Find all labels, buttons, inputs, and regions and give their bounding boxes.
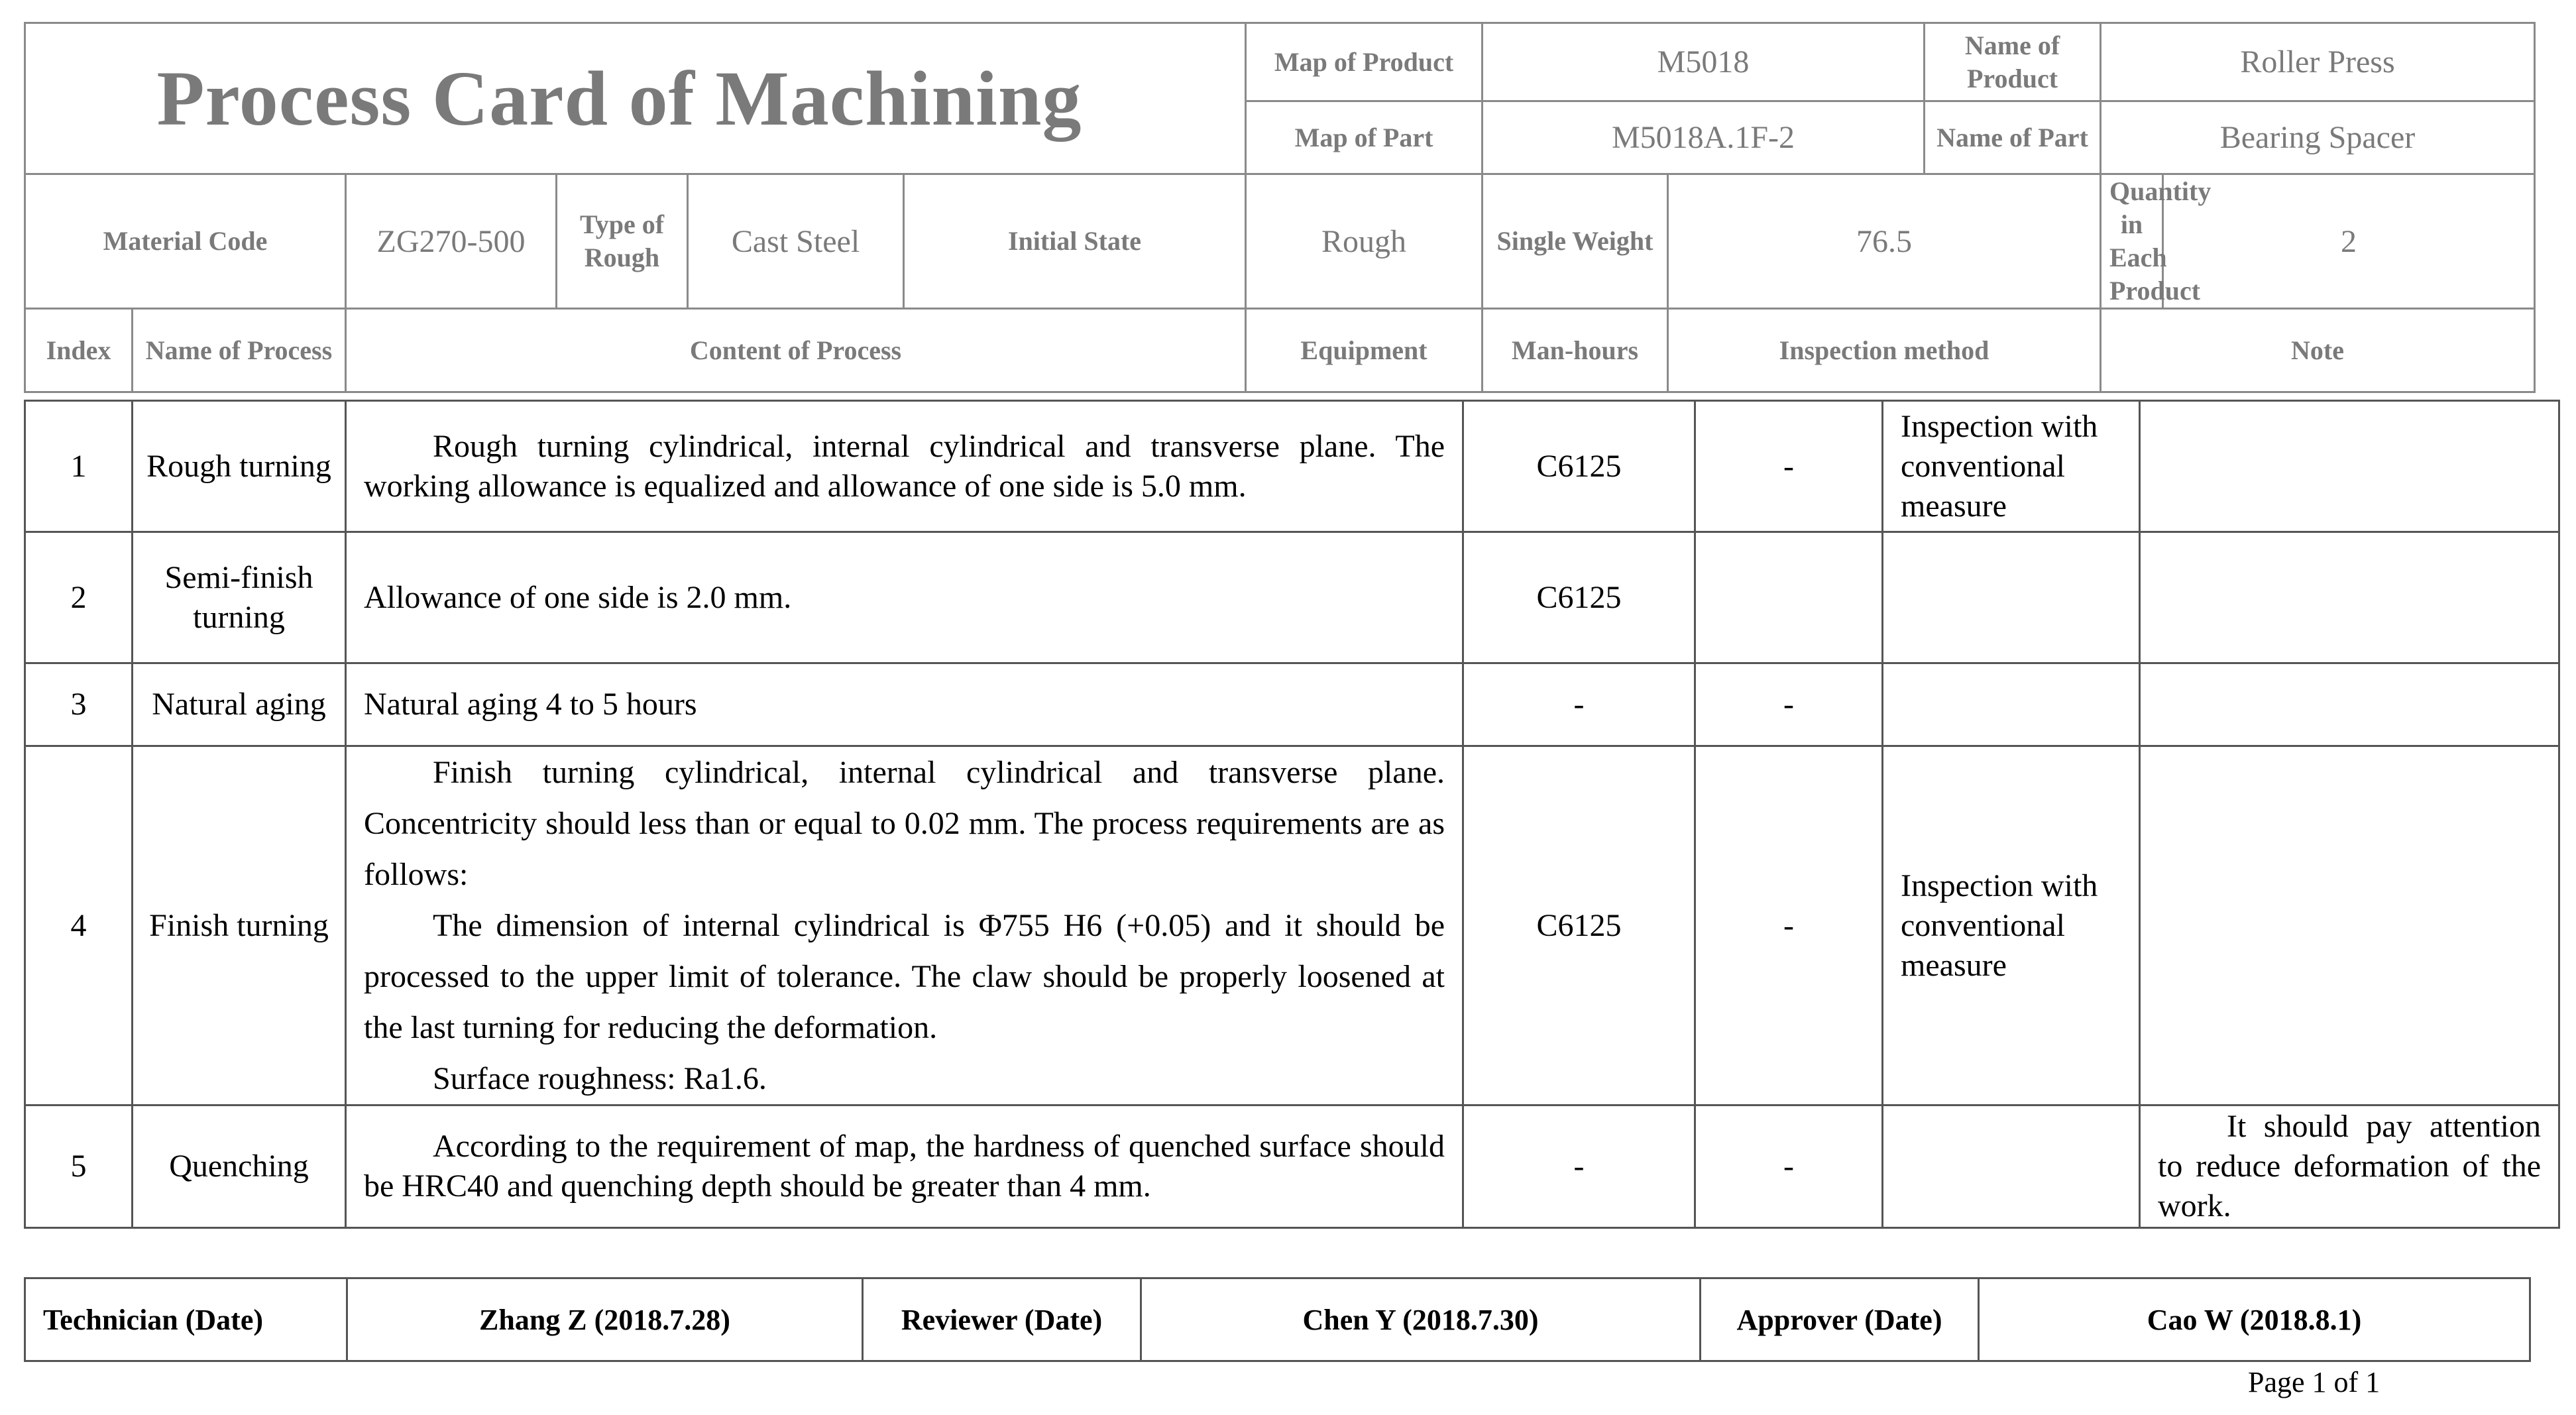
map-of-part-value: M5018A.1F-2	[1483, 101, 1925, 174]
row-man-hours: -	[1695, 746, 1883, 1105]
row-note	[2140, 1105, 2559, 1228]
row-inspection	[1883, 1105, 2140, 1228]
technician-value: Zhang Z (2018.7.28)	[347, 1278, 863, 1361]
inspection-text: Inspection with conventional measure	[1901, 408, 2098, 524]
col-index: Index	[25, 309, 133, 392]
row-index: 3	[25, 663, 133, 746]
row-process-name: Quenching	[133, 1105, 346, 1228]
row-man-hours: -	[1695, 663, 1883, 746]
row-content	[346, 532, 1463, 663]
row-inspection	[1883, 401, 2140, 532]
approver-value: Cao W (2018.8.1)	[1979, 1278, 2530, 1361]
row-equipment: -	[1463, 1105, 1695, 1228]
row-equipment: -	[1463, 663, 1695, 746]
row-note	[2140, 746, 2559, 1105]
quantity-value: 2	[2163, 174, 2535, 309]
row-process-name: Finish turning	[133, 746, 346, 1105]
row-index: 5	[25, 1105, 133, 1228]
table-row	[25, 746, 2559, 1105]
row-equipment: C6125	[1463, 532, 1695, 663]
row-man-hours: -	[1695, 401, 1883, 532]
single-weight-label: Single Weight	[1483, 174, 1668, 309]
content-paragraph: Surface roughness: Ra1.6.	[433, 1061, 767, 1096]
reviewer-label: Reviewer (Date)	[863, 1278, 1141, 1361]
row-equipment: C6125	[1463, 401, 1695, 532]
technician-label: Technician (Date)	[25, 1278, 347, 1361]
name-of-part-label: Name of Part	[1925, 101, 2101, 174]
row-content	[346, 1105, 1463, 1228]
table-row	[25, 663, 2559, 746]
process-table	[24, 400, 2560, 1229]
content-paragraph: The dimension of internal cylindrical is Φ755 H6 (+0.05) and it should be processed to the upper limit of tolerance. The claw should be properly loosened at the last turning for reducing the deformation.	[364, 908, 1445, 1045]
reviewer-value: Chen Y (2018.7.30)	[1141, 1278, 1701, 1361]
row-man-hours: -	[1695, 1105, 1883, 1228]
col-name-of-process: Name of Process	[133, 309, 346, 392]
type-of-rough-label: Type of Rough	[557, 174, 688, 309]
row-content	[346, 746, 1463, 1105]
signature-table	[24, 1277, 2531, 1362]
material-code-label: Material Code	[25, 174, 346, 309]
row-process-name: Semi-finish turning	[133, 532, 346, 663]
content-paragraph: Finish turning cylindrical, internal cylindrical and transverse plane. Concentricity should less than or equal to 0.02 mm. The process requirements are as follows:	[364, 755, 1445, 892]
row-note	[2140, 532, 2559, 663]
col-inspection: Inspection method	[1668, 309, 2101, 392]
row-equipment: C6125	[1463, 746, 1695, 1105]
type-of-rough-value: Cast Steel	[688, 174, 904, 309]
page-title: Process Card of Machining	[25, 23, 1246, 174]
table-row	[25, 401, 2559, 532]
row-note	[2140, 401, 2559, 532]
col-man-hours: Man-hours	[1483, 309, 1668, 392]
row-note	[2140, 663, 2559, 746]
content-paragraph: Rough turning cylindrical, internal cylindrical and transverse plane. The working allowance is equalized and allowance of one side is 5.0 mm.	[364, 428, 1445, 504]
col-content: Content of Process	[346, 309, 1246, 392]
row-inspection	[1883, 746, 2140, 1105]
row-inspection	[1883, 663, 2140, 746]
material-code-value: ZG270-500	[346, 174, 557, 309]
col-equipment: Equipment	[1246, 309, 1483, 392]
map-of-part-label: Map of Part	[1246, 101, 1483, 174]
page-number: Page 1 of 1	[2248, 1366, 2380, 1398]
content-paragraph: According to the requirement of map, the hardness of quenched surface should be HRC40 and quenching depth should be greater than 4 mm.	[364, 1129, 1445, 1204]
row-index: 4	[25, 746, 133, 1105]
content-paragraph: Natural aging 4 to 5 hours	[364, 687, 697, 722]
name-of-part-value: Bearing Spacer	[2101, 101, 2535, 174]
table-row	[25, 532, 2559, 663]
row-content	[346, 401, 1463, 532]
content-paragraph: Allowance of one side is 2.0 mm.	[364, 579, 792, 615]
row-index: 2	[25, 532, 133, 663]
inspection-text: Inspection with conventional measure	[1901, 868, 2098, 983]
row-process-name: Natural aging	[133, 663, 346, 746]
row-content	[346, 663, 1463, 746]
name-of-product-value: Roller Press	[2101, 23, 2535, 101]
table-row	[25, 1105, 2559, 1228]
row-index: 1	[25, 401, 133, 532]
map-of-product-value: M5018	[1483, 23, 1925, 101]
map-of-product-label: Map of Product	[1246, 23, 1483, 101]
col-note: Note	[2101, 309, 2535, 392]
note-text: It should pay attention to reduce deformation of the work.	[2158, 1109, 2541, 1223]
approver-label: Approver (Date)	[1701, 1278, 1979, 1361]
header-table	[24, 22, 2536, 393]
row-man-hours	[1695, 532, 1883, 663]
initial-state-label: Initial State	[904, 174, 1246, 309]
row-inspection	[1883, 532, 2140, 663]
row-process-name: Rough turning	[133, 401, 346, 532]
initial-state-value: Rough	[1246, 174, 1483, 309]
quantity-label: Quantity in Each Product	[2101, 174, 2163, 309]
single-weight-value: 76.5	[1668, 174, 2101, 309]
name-of-product-label: Name of Product	[1925, 23, 2101, 101]
